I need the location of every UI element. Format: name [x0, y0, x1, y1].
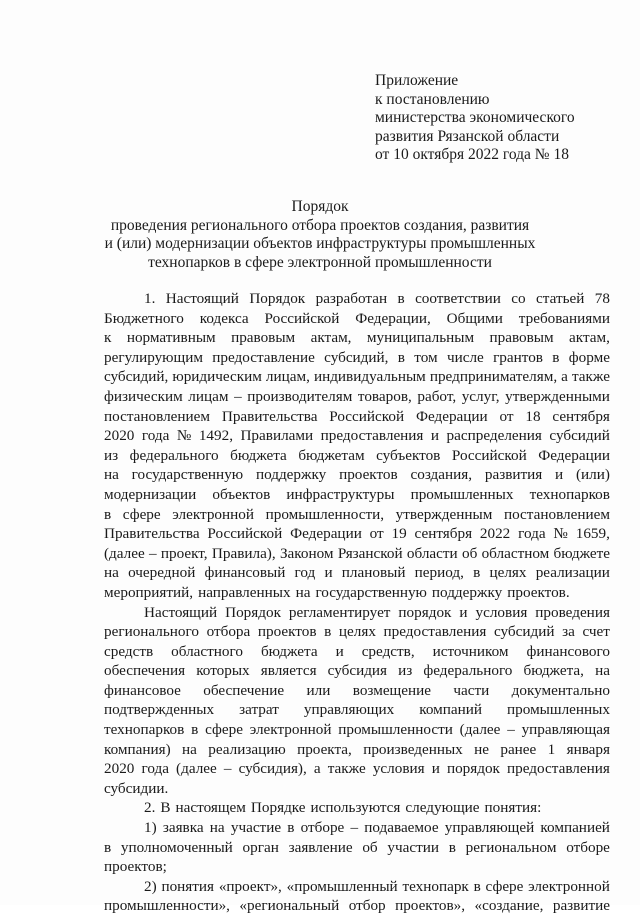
- body-word: на: [595, 662, 610, 680]
- body-word: и: [335, 642, 344, 660]
- body-word: Правительства: [221, 407, 318, 425]
- body-line: [104, 740, 610, 760]
- body-word: счет: [582, 623, 610, 641]
- body-word: В: [160, 799, 171, 817]
- body-word: правовым: [231, 329, 296, 347]
- body-word: федерального: [423, 662, 513, 680]
- body-word: в: [287, 819, 295, 837]
- body-word: Настоящий: [165, 290, 239, 307]
- body-word: промышленности»,: [104, 897, 230, 915]
- body-word: а: [561, 368, 568, 386]
- body-word: регулирующим: [104, 348, 203, 366]
- body-word: том: [414, 348, 438, 366]
- body-word: промышленности,: [265, 505, 385, 523]
- body-word: правовым: [489, 329, 554, 347]
- body-word: орган: [242, 838, 279, 856]
- body-word: Российской: [329, 407, 405, 425]
- body-word: (далее: [176, 760, 217, 778]
- body-word: финансовый: [204, 564, 286, 582]
- body-word: 1: [547, 740, 556, 758]
- body-word: в: [324, 623, 332, 641]
- body-word: следующие: [405, 799, 480, 817]
- appendix-line: Приложение: [375, 72, 459, 89]
- body-word: 2022: [479, 525, 511, 543]
- body-word: развитие: [552, 897, 610, 915]
- body-word: за: [562, 623, 575, 641]
- body-word: –: [149, 544, 157, 562]
- body-word: разработан: [315, 290, 388, 307]
- body-word: услуг,: [461, 387, 500, 405]
- body-word: проектов: [257, 623, 317, 641]
- body-word: областного: [171, 642, 243, 660]
- body-word: на: [295, 583, 311, 601]
- body-word: является: [260, 662, 317, 680]
- title-line: Порядок: [291, 198, 349, 215]
- body-word: 2): [144, 877, 157, 895]
- body-word: проектов»,: [395, 897, 466, 915]
- body-word: товаров,: [357, 387, 412, 405]
- body-word: числе: [446, 348, 484, 366]
- body-word: управляющих: [303, 701, 395, 719]
- body-word: обеспечения: [104, 662, 186, 680]
- body-line: [104, 759, 610, 779]
- body-word: актам,: [310, 329, 352, 347]
- appendix-line: к постановлению: [375, 90, 490, 108]
- body-word: «проект»,: [218, 877, 282, 895]
- body-word: подтвержденных: [104, 701, 215, 719]
- body-word: Настоящий: [144, 603, 218, 621]
- body-line: [104, 720, 610, 740]
- body-word: год: [294, 564, 316, 582]
- body-word: объектов: [212, 485, 271, 503]
- body-word: порядок: [398, 603, 452, 621]
- body-word: субсидий,: [324, 348, 389, 366]
- body-word: постановлением: [503, 505, 610, 523]
- body-line: [104, 328, 610, 348]
- body-word: предоставление: [212, 348, 315, 366]
- body-word: в: [473, 564, 481, 582]
- body-word: используются: [310, 799, 401, 817]
- body-word: на: [209, 819, 225, 837]
- body-line: [104, 877, 610, 897]
- body-line: [104, 544, 610, 564]
- body-word: финансовое: [104, 681, 181, 699]
- body-word: –: [223, 760, 232, 778]
- body-word: сентября: [414, 525, 473, 543]
- body-word: лицам,: [265, 368, 310, 386]
- body-word: субъектов: [376, 446, 441, 464]
- body-word: проектов.: [507, 583, 570, 601]
- body-word: создания,: [410, 466, 473, 484]
- body-word: поддержку: [431, 583, 503, 601]
- body-line: [104, 524, 610, 544]
- body-word: от: [369, 525, 384, 543]
- body-word: отбор: [348, 897, 386, 915]
- body-word: Российской: [207, 525, 283, 543]
- body-word: отборе: [300, 819, 345, 837]
- body-word: актам,: [569, 329, 610, 347]
- body-word: технопарков: [529, 485, 610, 503]
- body-word: Общими: [446, 309, 503, 327]
- body-word: –: [350, 819, 359, 837]
- body-word: в: [473, 877, 481, 895]
- body-word: предоставления: [383, 623, 487, 641]
- body-line: [104, 563, 610, 583]
- body-word: (далее: [459, 721, 501, 739]
- document-body: [104, 289, 610, 916]
- body-word: сфере: [485, 877, 524, 895]
- body-line: [104, 465, 610, 485]
- body-word: регламентирует: [288, 603, 391, 621]
- body-word: 78: [594, 290, 610, 307]
- body-word: документально: [511, 681, 610, 699]
- body-word: и: [324, 564, 333, 582]
- body-word: проектов: [339, 466, 398, 484]
- appendix-header: [375, 72, 625, 165]
- body-word: в: [104, 505, 112, 523]
- body-word: Федерации: [415, 407, 488, 425]
- body-word: порядок: [446, 760, 500, 778]
- title-line: технопарков в сфере электронной промышленности: [148, 253, 492, 271]
- body-word: и: [430, 427, 440, 445]
- body-line: [104, 818, 610, 838]
- body-word: сфере: [122, 505, 161, 523]
- body-word: не: [474, 740, 489, 758]
- body-word: Бюджетного: [104, 309, 184, 327]
- title-line: и (или) модернизации объектов инфраструктуры промышленных: [104, 235, 536, 252]
- body-word: Правилами: [240, 427, 314, 445]
- body-word: (или): [575, 466, 610, 484]
- body-word: средств,: [361, 642, 415, 660]
- body-word: также: [327, 760, 366, 778]
- body-word: Рязанской: [337, 544, 403, 562]
- body-word: Правила),: [211, 544, 276, 562]
- body-word: предоставления: [507, 760, 610, 778]
- body-word: и: [555, 466, 564, 484]
- body-word: промышленных: [507, 701, 610, 719]
- body-word: затрат: [239, 701, 279, 719]
- body-word: которых: [196, 662, 250, 680]
- body-word: технопарк: [402, 877, 469, 895]
- body-word: управляющая: [521, 721, 610, 739]
- body-word: года: [518, 525, 546, 543]
- body-word: распределения: [446, 427, 542, 445]
- body-word: проектов;: [104, 858, 167, 876]
- body-line: [104, 661, 610, 681]
- body-word: субсидий,: [104, 368, 169, 386]
- body-word: проект,: [160, 544, 208, 562]
- body-word: соответствии: [415, 290, 501, 307]
- body-word: компания): [104, 740, 171, 758]
- body-word: об: [461, 544, 478, 562]
- body-word: в: [397, 290, 405, 307]
- body-word: в: [448, 838, 456, 856]
- title-line: проведения регионального отбора проектов создания, развития: [110, 216, 530, 234]
- body-word: областном: [481, 544, 550, 562]
- body-word: предпринимателям,: [429, 368, 558, 386]
- body-word: индивидуальным: [313, 368, 426, 386]
- body-line: [104, 446, 610, 466]
- body-word: Федерации,: [355, 309, 431, 327]
- body-line: [104, 387, 610, 407]
- body-word: понятия: [161, 877, 215, 895]
- document-title: [100, 198, 540, 272]
- body-line: [104, 407, 610, 427]
- body-word: на: [182, 740, 197, 758]
- body-word: на: [104, 466, 119, 484]
- body-word: отбора: [206, 623, 251, 641]
- body-word: плановый: [341, 564, 406, 582]
- body-word: мероприятий,: [104, 583, 194, 601]
- body-word: юридическим: [172, 368, 262, 386]
- body-word: «промышленный: [286, 877, 398, 895]
- body-word: бюджета: [230, 446, 287, 464]
- body-word: 1): [144, 819, 157, 837]
- body-word: целях: [489, 564, 527, 582]
- body-word: лицам: [188, 387, 229, 405]
- body-word: производителям: [247, 387, 353, 405]
- body-word: возмещение: [352, 681, 431, 699]
- body-line: [104, 896, 610, 916]
- body-line: [104, 603, 610, 623]
- appendix-line: развития Рязанской области: [375, 127, 560, 145]
- body-word: грантов: [493, 348, 543, 366]
- body-word: период,: [414, 564, 464, 582]
- body-word: в: [191, 721, 199, 739]
- body-word: электронной: [172, 505, 254, 523]
- appendix-line: от 10 октября 2022 года № 18: [375, 146, 569, 163]
- body-word: 1492,: [198, 427, 233, 445]
- body-word: муниципальным: [366, 329, 475, 347]
- body-word: года: [141, 760, 169, 778]
- body-word: федерального: [129, 446, 219, 464]
- body-word: 1.: [144, 290, 156, 307]
- body-word: Федерации: [290, 525, 362, 543]
- body-word: из: [398, 662, 413, 680]
- body-word: «региональный: [239, 897, 340, 915]
- body-word: условия: [475, 603, 528, 621]
- body-word: работ,: [417, 387, 457, 405]
- body-word: кодекса: [199, 309, 249, 327]
- body-word: со: [511, 290, 526, 307]
- body-line: [104, 485, 610, 505]
- body-word: Законом: [279, 544, 334, 562]
- body-word: 1659,: [575, 525, 610, 543]
- body-word: области: [406, 544, 458, 562]
- body-word: промышленных: [410, 485, 514, 503]
- body-word: или: [306, 681, 331, 699]
- body-word: в: [397, 348, 405, 366]
- body-word: субсидия),: [238, 760, 307, 778]
- body-word: финансового: [526, 642, 610, 660]
- body-line: [104, 838, 610, 858]
- body-word: в: [104, 838, 112, 856]
- body-word: поддержку: [255, 466, 327, 484]
- body-word: участии: [387, 838, 439, 856]
- body-word: также: [571, 368, 610, 386]
- body-word: уполномоченный: [120, 838, 233, 856]
- body-word: нормативным: [126, 329, 216, 347]
- body-word: постановлением: [104, 407, 211, 425]
- body-word: технопарков: [104, 721, 185, 739]
- body-word: государственную: [315, 583, 427, 601]
- body-word: субсидий: [493, 623, 555, 641]
- body-word: от: [499, 407, 514, 425]
- body-word: и: [459, 603, 468, 621]
- body-word: предоставления: [320, 427, 424, 445]
- body-word: источником: [432, 642, 509, 660]
- body-line: [104, 583, 610, 603]
- body-word: реализацию: [208, 740, 286, 758]
- body-word: очередной: [128, 564, 196, 582]
- body-line: [104, 622, 610, 642]
- body-word: «создание,: [474, 897, 544, 915]
- body-word: Российской: [264, 309, 340, 327]
- body-word: к: [104, 329, 112, 347]
- body-word: –: [234, 387, 242, 405]
- body-word: а: [313, 760, 321, 778]
- body-word: компанией: [540, 819, 610, 837]
- body-word: Правительства: [104, 525, 200, 543]
- body-word: понятия:: [484, 799, 542, 817]
- body-line: [104, 309, 610, 329]
- body-word: –: [507, 721, 515, 739]
- body-word: 2020: [104, 427, 135, 445]
- body-word: года: [141, 427, 170, 445]
- body-word: промышленности: [338, 721, 453, 739]
- body-line: [104, 779, 610, 799]
- body-word: средств: [104, 642, 154, 660]
- body-word: целях: [338, 623, 376, 641]
- body-word: заявление: [288, 838, 353, 856]
- body-word: 2020: [104, 760, 135, 778]
- body-word: января: [566, 740, 610, 758]
- body-line: [104, 289, 610, 309]
- body-word: Порядке: [250, 799, 306, 817]
- body-word: ранее: [500, 740, 537, 758]
- body-word: Федерации: [538, 446, 610, 464]
- body-word: бюджетам: [298, 446, 365, 464]
- body-word: статьей: [536, 290, 585, 307]
- body-word: инфраструктуры: [286, 485, 395, 503]
- body-word: №: [176, 427, 192, 445]
- body-line: [104, 857, 610, 877]
- body-word: 18: [525, 407, 541, 425]
- body-word: компаний: [419, 701, 483, 719]
- body-word: утвержденными: [505, 387, 610, 405]
- body-line: [104, 426, 610, 446]
- body-word: об: [362, 838, 378, 856]
- body-word: отборе: [566, 838, 610, 856]
- body-word: утвержденным: [395, 505, 493, 523]
- body-word: проведения: [535, 603, 610, 621]
- body-word: заявка: [162, 819, 204, 837]
- body-word: субсидия: [327, 662, 388, 680]
- body-line: [104, 700, 610, 720]
- body-word: субсидии.: [104, 779, 169, 797]
- body-word: из: [104, 446, 119, 464]
- body-word: физическим: [104, 387, 183, 405]
- body-word: сентября: [552, 407, 610, 425]
- body-word: бюджете: [553, 544, 610, 562]
- body-line: [104, 798, 610, 818]
- body-word: на: [104, 564, 119, 582]
- body-word: произведенных: [363, 740, 463, 758]
- body-word: настоящем: [175, 799, 246, 817]
- body-word: (далее: [104, 544, 145, 562]
- body-word: развития: [484, 466, 543, 484]
- body-word: 2.: [144, 799, 156, 817]
- body-word: электронной: [528, 877, 610, 895]
- body-word: в: [552, 348, 560, 366]
- body-line: [104, 367, 610, 387]
- body-word: №: [553, 525, 568, 543]
- body-word: модернизации: [104, 485, 197, 503]
- body-word: 19: [391, 525, 407, 543]
- body-word: реализации: [535, 564, 610, 582]
- body-word: обеспечение: [203, 681, 285, 699]
- body-line: [104, 681, 610, 701]
- body-word: требованиями: [518, 309, 610, 327]
- body-word: регионального: [104, 623, 199, 641]
- body-word: бюджета: [260, 642, 318, 660]
- body-word: участие: [230, 819, 282, 837]
- body-word: Российской: [451, 446, 527, 464]
- body-word: сфере: [205, 721, 243, 739]
- body-word: субсидий: [549, 427, 610, 445]
- body-word: подаваемое: [364, 819, 439, 837]
- body-word: форме: [568, 348, 610, 366]
- body-word: государственную: [131, 466, 244, 484]
- body-word: и: [431, 760, 440, 778]
- body-word: проекта,: [297, 740, 352, 758]
- body-word: бюджета,: [523, 662, 584, 680]
- body-line: [104, 348, 610, 368]
- body-word: условия: [372, 760, 425, 778]
- body-word: электронной: [249, 721, 332, 739]
- body-word: региональном: [465, 838, 557, 856]
- body-word: Порядок: [225, 603, 281, 621]
- body-word: части: [453, 681, 490, 699]
- body-word: управляющей: [444, 819, 535, 837]
- body-line: [104, 642, 610, 662]
- appendix-line: министерства экономического: [375, 109, 575, 126]
- body-word: направленных: [198, 583, 291, 601]
- body-word: Порядок: [249, 290, 306, 307]
- body-line: [104, 505, 610, 525]
